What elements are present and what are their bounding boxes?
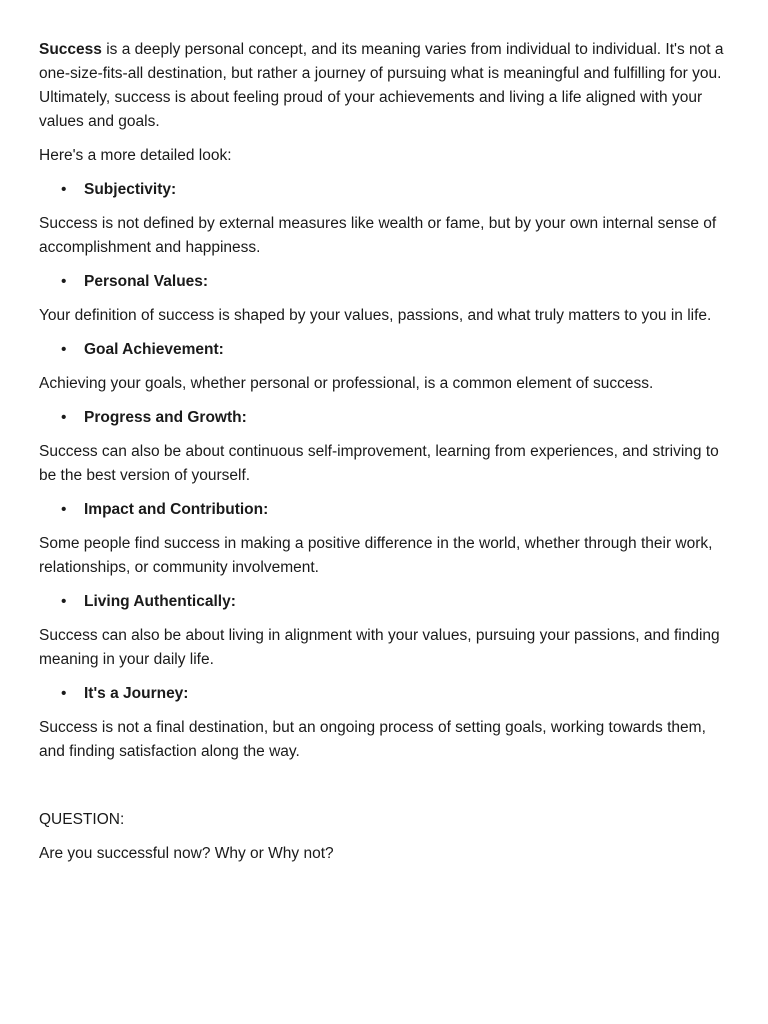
section-body: Success is not a final destination, but an ongoing process of setting goals, working towards them, and finding satisfaction along the way. [39, 719, 706, 760]
section-body: Some people find success in making a positive difference in the world, whether through their work, relationships, or community involvement. [39, 535, 713, 576]
section-body: Your definition of success is shaped by your values, passions, and what truly matters to you in life. [39, 307, 712, 324]
bullet-heading: Impact and Contribution: [84, 501, 269, 518]
blank-line [39, 774, 729, 808]
bullet-dot-icon: • [61, 181, 67, 198]
bullet-heading: Personal Values: [84, 273, 209, 290]
intro-paragraph [39, 38, 729, 134]
section-body: Achieving your goals, whether personal or professional, is a common element of success. [39, 375, 654, 392]
document-page [39, 38, 729, 876]
bullet-dot-icon: • [61, 273, 67, 290]
bullet-heading: Subjectivity: [84, 181, 177, 198]
section-body: Success can also be about living in alignment with your values, pursuing your passions, and finding meaning in your daily life. [39, 627, 720, 668]
bullet-item-goal-achievement [39, 338, 729, 362]
bullet-item-impact-and-contribution [39, 498, 729, 522]
bullet-item-progress-and-growth [39, 406, 729, 430]
bullet-item-subjectivity [39, 178, 729, 202]
section-body: Success is not defined by external measures like wealth or fame, but by your own internal sense of accomplishment and happiness. [39, 215, 717, 256]
bullet-item-personal-values [39, 270, 729, 294]
bullet-heading: Living Authentically: [84, 593, 236, 610]
intro-text: is a deeply personal concept, and its meaning varies from individual to individual. It's not a one-size-fits-all destination, but rather a journey of pursuing what is meaningful and fulfilling for you. Ultimately, success is about feeling proud of your achievements and living a life aligned with your values and goals. [39, 41, 724, 130]
bullet-item-its-a-journey [39, 682, 729, 706]
bullet-dot-icon: • [61, 409, 67, 426]
section-body: Success can also be about continuous self-improvement, learning from experiences, and striving to be the best version of yourself. [39, 443, 719, 484]
bullet-dot-icon: • [61, 501, 67, 518]
bullet-heading: Goal Achievement: [84, 341, 224, 358]
bullet-item-living-authentically [39, 590, 729, 614]
question-text: Are you successful now? Why or Why not? [39, 845, 334, 862]
bullet-dot-icon: • [61, 685, 67, 702]
bullet-heading: It's a Journey: [84, 685, 189, 702]
intro-lead-term: Success [39, 41, 102, 58]
lead-in-text: Here's a more detailed look: [39, 147, 232, 164]
bullet-dot-icon: • [61, 593, 67, 610]
bullet-heading: Progress and Growth: [84, 409, 247, 426]
question-label: QUESTION: [39, 811, 125, 828]
bullet-dot-icon: • [61, 341, 67, 358]
